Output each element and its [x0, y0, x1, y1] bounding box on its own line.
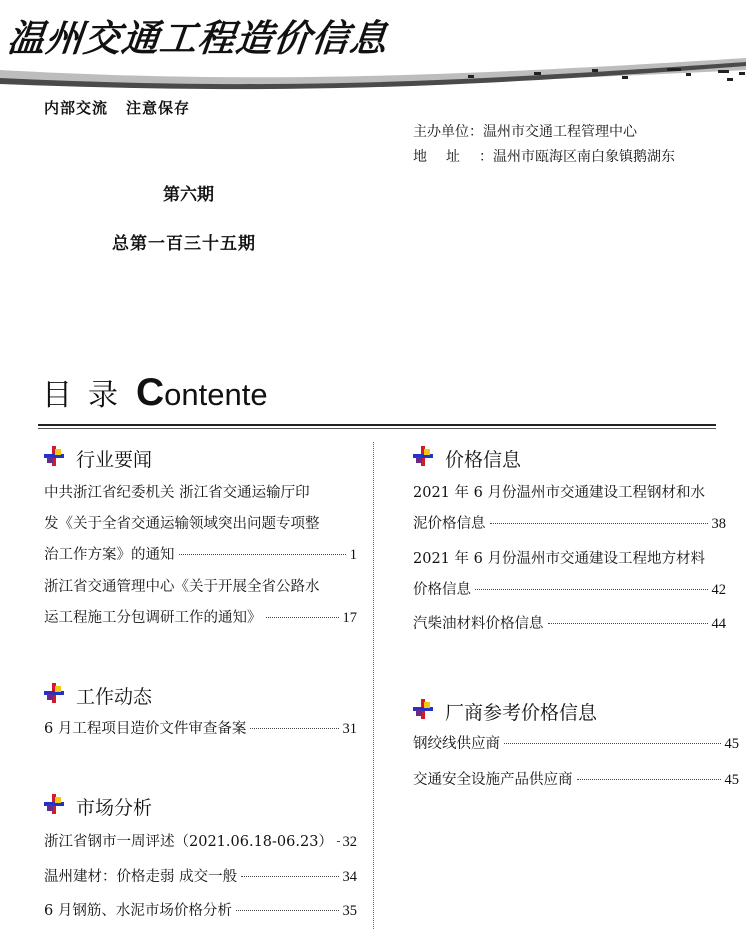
publisher-host [413, 120, 675, 145]
toc-entry[interactable] [413, 765, 739, 796]
section-title: 行业要闻 [76, 449, 153, 471]
toc-entry[interactable] [44, 714, 357, 745]
entry-title: 价格信息 [413, 582, 471, 598]
publisher-address-label: 地址： [413, 149, 512, 165]
toc-title-cn: 目录 [42, 378, 134, 413]
toc-entry[interactable] [44, 478, 357, 571]
dot-leader [548, 623, 708, 624]
entry-title: 治工作方案》的通知 [44, 547, 175, 563]
dot-leader [250, 728, 338, 729]
entry-page: 35 [342, 903, 357, 919]
entry-page: 45 [724, 772, 739, 788]
toc-title-en-rest: ontente [164, 377, 268, 412]
toc-entry[interactable] [413, 478, 726, 540]
toc-rule-thin [38, 428, 716, 429]
entry-line: 中共浙江省纪委机关 浙江省交通运输厅印 [44, 485, 310, 501]
dot-leader [266, 617, 339, 618]
dot-leader [504, 743, 721, 744]
toc-rule [38, 424, 716, 426]
publisher-address-value: 温州市瓯海区南白象镇鹅湖东 [493, 149, 675, 165]
entry-page: 44 [711, 616, 726, 632]
entry-page: 1 [349, 547, 357, 563]
bullet-cross-icon [44, 794, 64, 819]
dot-leader [577, 779, 721, 780]
toc-entry[interactable] [413, 544, 726, 606]
entry-title: 浙江省钢市一周评述（2021.06.18-06.23） [44, 834, 333, 850]
entry-page: 31 [342, 721, 357, 737]
publisher-info [413, 120, 675, 170]
bullet-cross-icon [413, 446, 433, 471]
entry-title: 钢绞线供应商 [413, 736, 500, 752]
section-title: 市场分析 [76, 797, 153, 819]
entry-line: 2021 年 6 月份温州市交通建设工程地方材料 [413, 551, 705, 567]
issue-number: 第六期 [163, 185, 214, 205]
notice-keep: 注意保存 [126, 99, 191, 117]
entry-title: 泥价格信息 [413, 516, 486, 532]
dot-leader [475, 589, 708, 590]
toc-entry[interactable] [44, 827, 357, 858]
entry-page: 42 [711, 582, 726, 598]
entry-title: 汽柴油材料价格信息 [413, 616, 544, 632]
entry-line: 2021 年 6 月份温州市交通建设工程钢材和水 [413, 485, 705, 501]
publisher-address [413, 145, 675, 170]
issue-total: 总第一百三十五期 [112, 234, 256, 254]
toc-heading [42, 370, 268, 415]
column-divider [373, 442, 374, 929]
section-price-info [413, 445, 521, 472]
internal-notice [44, 97, 190, 118]
toc-entry[interactable] [413, 729, 739, 760]
section-title: 工作动态 [76, 686, 153, 708]
entry-line: 浙江省交通管理中心《关于开展全省公路水 [44, 579, 320, 595]
bullet-cross-icon [44, 683, 64, 708]
entry-page: 34 [342, 869, 357, 885]
toc-entry[interactable] [44, 862, 357, 893]
dot-leader [236, 910, 339, 911]
entry-title: 运工程施工分包调研工作的通知》 [44, 610, 262, 626]
dot-leader [337, 841, 339, 842]
entry-title: 6 月工程项目造价文件审查备案 [44, 721, 247, 737]
entry-title: 6 月钢筋、水泥市场价格分析 [44, 903, 232, 919]
toc-title-en-initial: C [136, 371, 165, 414]
section-vendor-prices [413, 698, 597, 725]
publisher-host-label: 主办单位： [413, 124, 483, 140]
publisher-host-value: 温州市交通工程管理中心 [483, 124, 637, 140]
dot-leader [490, 523, 708, 524]
section-work-news [44, 682, 152, 709]
toc-title-en [136, 371, 268, 414]
bullet-cross-icon [413, 699, 433, 724]
section-market-analysis [44, 793, 152, 820]
section-industry-news [44, 445, 152, 472]
entry-page: 32 [342, 834, 357, 850]
entry-title: 交通安全设施产品供应商 [413, 772, 573, 788]
entry-page: 38 [711, 516, 726, 532]
entry-page: 45 [724, 736, 739, 752]
section-title: 厂商参考价格信息 [445, 702, 598, 724]
notice-internal: 内部交流 [44, 99, 109, 117]
dot-leader [241, 876, 338, 877]
entry-page: 17 [342, 610, 357, 626]
toc-entry[interactable] [44, 572, 357, 634]
bullet-cross-icon [44, 446, 64, 471]
toc-entry[interactable] [44, 896, 357, 927]
entry-title: 温州建材：价格走弱 成交一般 [44, 869, 238, 885]
dot-leader [179, 554, 346, 555]
entry-line: 发《关于全省交通运输领域突出问题专项整 [44, 516, 320, 532]
section-title: 价格信息 [445, 449, 522, 471]
toc-entry[interactable] [413, 609, 726, 640]
masthead-title: 温州交通工程造价信息 [5, 17, 390, 60]
